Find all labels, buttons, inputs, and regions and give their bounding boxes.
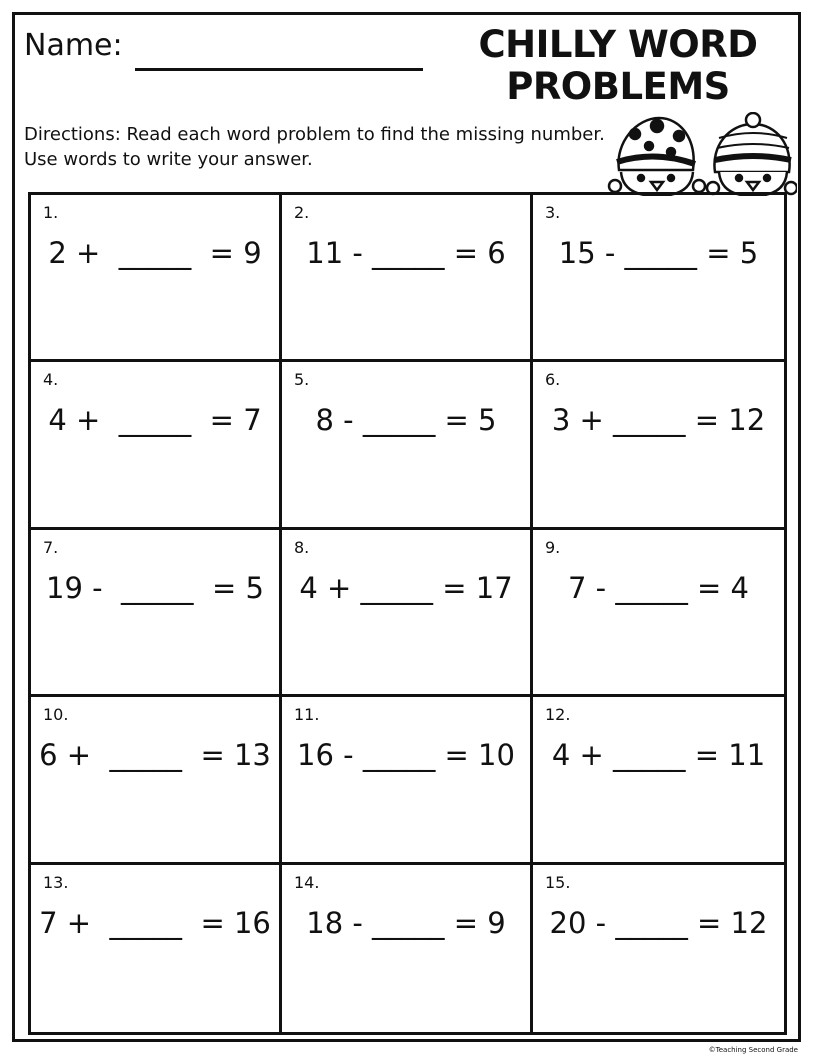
problem-cell[interactable] xyxy=(282,697,533,864)
problem-cell[interactable] xyxy=(533,697,784,864)
copyright-text: ©Teaching Second Grade xyxy=(708,1046,798,1054)
problem-cell[interactable] xyxy=(31,530,282,697)
problem-number: 15. xyxy=(545,872,571,892)
two-penguins-in-winter-hats-icon xyxy=(607,112,797,196)
title-line-1: CHILLY WORD xyxy=(478,23,758,66)
problem-cell[interactable] xyxy=(282,195,533,362)
problem-cell[interactable] xyxy=(533,865,784,1032)
name-write-line[interactable] xyxy=(135,68,423,71)
problem-cell[interactable] xyxy=(282,530,533,697)
problem-number: 14. xyxy=(294,872,320,892)
problem-equation: 6 + _____ = 13 xyxy=(39,738,271,773)
problem-equation: 16 - _____ = 10 xyxy=(297,738,515,773)
problem-equation: 7 + _____ = 16 xyxy=(39,905,271,940)
problem-number: 2. xyxy=(294,203,310,222)
problem-cell[interactable] xyxy=(282,865,533,1032)
problem-cell[interactable] xyxy=(533,195,784,362)
problem-number: 5. xyxy=(294,370,310,390)
name-label: Name: xyxy=(24,28,123,63)
problem-cell[interactable] xyxy=(31,865,282,1032)
problem-number: 8. xyxy=(294,537,310,557)
problem-cell[interactable] xyxy=(533,362,784,529)
problem-number: 10. xyxy=(43,705,69,725)
problem-cell[interactable] xyxy=(31,697,282,864)
problem-number: 4. xyxy=(43,370,59,390)
problem-equation: 2 + _____ = 9 xyxy=(48,236,262,270)
problem-equation: 4 + _____ = 11 xyxy=(551,738,766,773)
problem-number: 12. xyxy=(545,705,571,725)
problem-equation: 20 - _____ = 12 xyxy=(549,905,768,940)
problem-number: 9. xyxy=(545,537,561,557)
problem-number: 13. xyxy=(43,872,69,892)
title-line-2: PROBLEMS xyxy=(506,65,730,108)
worksheet-title xyxy=(448,24,788,108)
problem-equation: 8 - _____ = 5 xyxy=(315,403,497,438)
problem-equation: 7 - _____ = 4 xyxy=(567,570,750,605)
problem-equation: 4 + _____ = 7 xyxy=(48,403,262,438)
problem-cell[interactable] xyxy=(282,362,533,529)
problem-cell[interactable] xyxy=(31,362,282,529)
problem-number: 1. xyxy=(43,203,59,222)
problem-number: 3. xyxy=(545,203,561,222)
problem-equation: 19 - _____ = 5 xyxy=(46,570,264,605)
directions-text: Directions: Read each word problem to find the missing number. Use words to write your answer. xyxy=(24,124,605,170)
problem-number: 11. xyxy=(294,705,320,725)
problem-number: 7. xyxy=(43,537,59,557)
problem-equation: 4 + _____ = 17 xyxy=(299,570,513,605)
problem-grid xyxy=(28,192,787,1035)
problem-equation: 3 + _____ = 12 xyxy=(551,403,766,438)
problem-equation: 11 - _____ = 6 xyxy=(306,236,506,270)
problem-equation: 18 - _____ = 9 xyxy=(306,905,506,940)
problem-cell[interactable] xyxy=(533,530,784,697)
problem-equation: 15 - _____ = 5 xyxy=(558,236,759,270)
problem-cell[interactable] xyxy=(31,195,282,362)
problem-number: 6. xyxy=(545,370,561,390)
